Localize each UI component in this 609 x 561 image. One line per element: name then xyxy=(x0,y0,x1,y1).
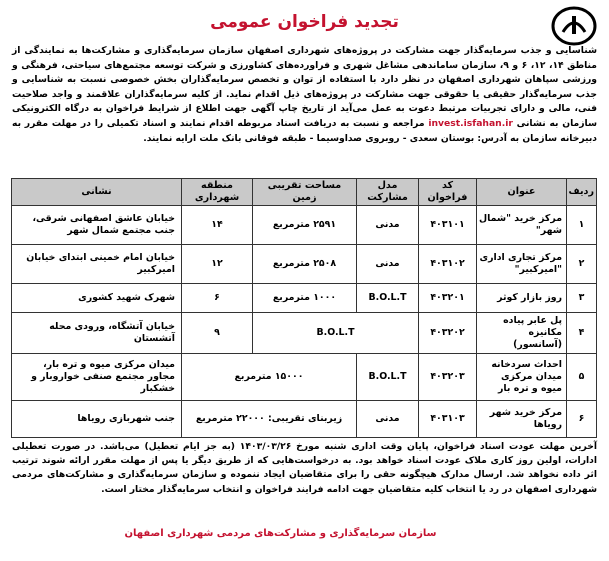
cell-model: مدنی xyxy=(357,245,419,284)
header-area: مساحت تقریبی زمین xyxy=(253,179,357,206)
cell-row: ۴ xyxy=(567,313,597,354)
footer-paragraph: آخرین مهلت عودت اسناد فراخوان، پایان وقت اداری شنبه مورخ ۱۴۰۳/۰۳/۲۶ (به جز ایام تعطیل) می‌باشد. در صورت تعطیلی ادارات، اولین روز کاری ملاک عودت اسناد خواهد بود. به درخواست‌هایی که از طریق دیگر یا پس از مهلت مقرر ارائه شوند ترتیب اثر داده نخواهد شد. ارسال مدارک هیچگونه حقی را برای متقاضیان ایجاد ننموده و سازمان سرمایه‌گذاری و مشارکت‌های مردمی شهرداری اصفهان در رد یا انتخاب کلیه متقاضیان جهت ادامه فرایند فراخوان و انتخاب سرمایه‌گذار مختار است. xyxy=(12,441,597,495)
header-address: نشانی xyxy=(12,179,182,206)
cell-title: مرکز خرید شهر رویاها xyxy=(477,401,567,438)
table-header-row xyxy=(12,179,597,206)
cell-row: ۶ xyxy=(567,401,597,438)
cell-area: ۲۵۰۸ مترمربع xyxy=(253,245,357,284)
cell-address: خیابان امام خمینی ابتدای خیابان امیرکبیر xyxy=(12,245,182,284)
cell-area-region-merged: ۱۵۰۰۰ مترمربع xyxy=(182,354,357,401)
table-row xyxy=(12,313,597,354)
cell-region: ۱۲ xyxy=(182,245,253,284)
cell-code: ۴۰۳۲۰۳ xyxy=(419,354,477,401)
issuer-signature: سازمان سرمایه‌گذاری و مشارکت‌های مردمی شهرداری اصفهان xyxy=(124,528,437,539)
cell-code: ۴۰۳۱۰۳ xyxy=(419,401,477,438)
table-row xyxy=(12,284,597,313)
cell-area-region-merged: زیربنای تقریبی: ۲۲۰۰۰ مترمربع xyxy=(182,401,357,438)
cell-title: مرکز تجاری اداری "امیرکبیر" xyxy=(477,245,567,284)
projects-table xyxy=(11,178,597,438)
portal-link[interactable]: invest.isfahan.ir xyxy=(428,117,513,129)
cell-address: خیابان عاشق اصفهانی شرقی، جنب مجتمع شمال شهر xyxy=(12,206,182,245)
table-row xyxy=(12,354,597,401)
header-row-number: ردیف xyxy=(567,179,597,206)
cell-address: شهرک شهید کشوری xyxy=(12,284,182,313)
cell-region: ۱۴ xyxy=(182,206,253,245)
cell-model: B.O.L.T xyxy=(357,354,419,401)
cell-code: ۴۰۳۱۰۲ xyxy=(419,245,477,284)
cell-address: میدان مرکزی میوه و تره بار، مجاور مجتمع صنفی خواروبار و خشکبار xyxy=(12,354,182,401)
cell-model: مدنی xyxy=(357,401,419,438)
table-row xyxy=(12,245,597,284)
cell-area: ۲۵۹۱ مترمربع xyxy=(253,206,357,245)
cell-address: جنب شهربازی رویاها xyxy=(12,401,182,438)
cell-title: پل عابر پیاده مکانیزه (آسانسور) xyxy=(477,313,567,354)
cell-region: ۹ xyxy=(182,313,253,354)
notice-title: تجدید فراخوان عمومی xyxy=(210,12,399,32)
cell-title: روز بازار کوثر xyxy=(477,284,567,313)
cell-row: ۲ xyxy=(567,245,597,284)
cell-address: خیابان آتشگاه، ورودی محله آتشستان xyxy=(12,313,182,354)
intro-paragraph xyxy=(12,44,597,146)
header-region: منطقه شهرداری xyxy=(182,179,253,206)
intro-text-after: مراجعه و نسبت به دریافت اسناد مربوطه اقدام نمایند و اسناد تکمیلی را در مهلت مقرر به دبیرخانه سازمان به آدرس: بوستان سعدی - روبروی صداوسیما - طبقه فوقانی بانک ملت ارایه نمایند. xyxy=(12,117,597,144)
cell-model-area-merged: B.O.L.T xyxy=(253,313,419,354)
header-model: مدل مشارکت xyxy=(357,179,419,206)
projects-table-wrapper xyxy=(12,178,597,438)
table-row xyxy=(12,206,597,245)
cell-row: ۳ xyxy=(567,284,597,313)
cell-title: مرکز خرید "شمال شهر" xyxy=(477,206,567,245)
table-row xyxy=(12,401,597,438)
cell-model: مدنی xyxy=(357,206,419,245)
cell-code: ۴۰۳۲۰۲ xyxy=(419,313,477,354)
cell-region: ۶ xyxy=(182,284,253,313)
intro-text: شناسایی و جذب سرمایه‌گذار جهت مشارکت در پروژه‌های شهرداری اصفهان سازمان سرمایه‌گذاری و مشارکت‌ها به نمایندگی از مناطق ۱۴، ۱۲، ۶ و ۹، سازمان ساماندهی مشاغل شهری و فراورده‌های کشاورزی و شرکت توسعه مجتمع‌های سیاحتی، فرهنگی و ورزشی سپاهان شهرداری اصفهان در نظر دارد با استفاده از توان و تخصص سرمایه‌گذاران بخش خصوصی نسبت به شناسایی و جذب سرمایه‌گذار حقیقی یا حقوقی جهت مشارکت در پروژه‌های ذیل اقدام نماید. از کلیه سرمایه‌گذاران علاقمند و واجد صلاحیت فنی، مالی و دارای تجربیات مرتبط دعوت به عمل می‌آید از تاریخ چاپ آگهی جهت اطلاع از شرایط فراخوان به درگاه الکترونیکی سازمان به نشانی xyxy=(12,45,598,129)
cell-code: ۴۰۳۱۰۱ xyxy=(419,206,477,245)
header-title: عنوان xyxy=(477,179,567,206)
cell-area: ۱۰۰۰ مترمربع xyxy=(253,284,357,313)
header-code: کد فراخوان xyxy=(419,179,477,206)
cell-row: ۵ xyxy=(567,354,597,401)
cell-row: ۱ xyxy=(567,206,597,245)
cell-code: ۴۰۳۲۰۱ xyxy=(419,284,477,313)
cell-title: احداث سردخانه میدان مرکزی میوه و تره بار xyxy=(477,354,567,401)
cell-model: B.O.L.T xyxy=(357,284,419,313)
